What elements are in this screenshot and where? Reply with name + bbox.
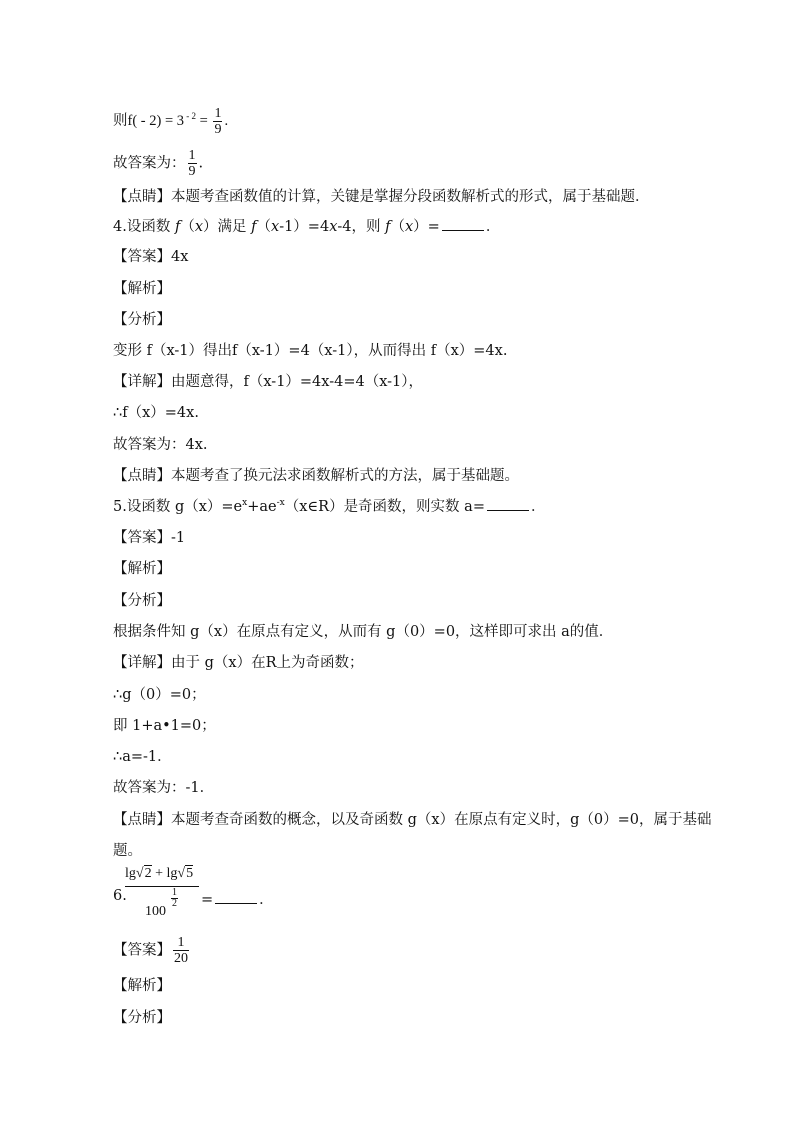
q5-answer-blank <box>487 497 529 511</box>
q4-q-e: ）满足 <box>203 219 252 235</box>
q5-q-text: 5.设函数 g（x）=e <box>113 499 243 515</box>
q6-answer <box>113 935 191 966</box>
q4-q-b: f <box>174 219 181 235</box>
q3-result-fraction <box>213 106 222 137</box>
q4-q-i: -1）=4 <box>279 219 330 235</box>
q6-answer-num: 1 <box>177 935 185 950</box>
q6-question <box>113 866 363 926</box>
q5-comment-line2: 题。 <box>113 843 142 859</box>
q4-q-m: （ <box>390 219 405 235</box>
q5-q-mid: +ae <box>247 499 277 515</box>
q6-num-b: 2 <box>144 866 152 881</box>
q4-question <box>113 217 500 237</box>
q5-question <box>113 497 545 517</box>
q4-q-c: （ <box>180 219 195 235</box>
q4-detail: 【详解】由题意得，f（x-1）=4x-4=4（x-1）， <box>113 374 424 390</box>
q6-exponent <box>171 888 178 909</box>
q6-tail <box>201 888 274 909</box>
q3-answer-num: 1 <box>188 148 196 163</box>
q4-answer: 【答案】4x <box>113 249 189 265</box>
q3-answer-line <box>113 148 203 179</box>
q5-fenxi-text: 根据条件知 g（x）在原点有定义，从而有 g（0）=0，这样即可求出 a的值． <box>113 624 614 640</box>
q4-q-h: x <box>271 219 280 235</box>
q6-answer-blank <box>215 890 257 904</box>
q6-numerator: lg√2 + lg√5 <box>125 866 194 881</box>
q3-result-line <box>113 106 228 137</box>
q5-step2: 即 1+a•1=0； <box>113 718 216 734</box>
q5-q-sup1: x <box>242 498 248 509</box>
q4-therefore: ∴f（x）=4x. <box>113 405 199 421</box>
q3-answer-fraction <box>188 148 197 179</box>
q3-answer-period: . <box>198 155 204 172</box>
q4-q-k: -4，则 <box>337 219 386 235</box>
q3-comment: 【点睛】本题考查函数值的计算，关键是掌握分段函数解析式的形式，属于基础题． <box>113 189 650 205</box>
q6-tail-end: ． <box>259 892 274 908</box>
q6-answer-den: 20 <box>174 951 188 966</box>
q5-answer: 【答案】-1 <box>113 530 186 546</box>
q5-analysis: 【解析】 <box>113 561 171 577</box>
q4-fenxi: 【分析】 <box>113 312 171 328</box>
q5-fenxi: 【分析】 <box>113 593 171 609</box>
q4-q-j: x <box>329 219 338 235</box>
q5-step3: ∴a=-1． <box>113 749 172 765</box>
q4-q-n: x <box>404 219 414 235</box>
q6-tail-eq: = <box>201 892 214 908</box>
q4-q-end: ． <box>485 219 501 235</box>
q3-frac-den: 9 <box>214 122 222 137</box>
q4-q-a: 4.设函数 <box>113 219 175 235</box>
q6-answer-fraction <box>173 935 189 966</box>
q6-num-d: 5 <box>186 866 194 881</box>
q6-num-a: lg <box>125 866 136 881</box>
q4-analysis: 【解析】 <box>113 281 171 297</box>
q6-lead: 6. <box>113 888 127 904</box>
q6-fraction-bar <box>125 886 199 887</box>
q6-exp-den: 2 <box>172 898 177 909</box>
q4-final: 故答案为：4x. <box>113 437 208 453</box>
q4-q-o: ）= <box>413 219 440 235</box>
q5-final: 故答案为：-1． <box>113 780 215 796</box>
q4-q-f: f <box>251 219 257 235</box>
q5-q-end: ． <box>530 499 546 515</box>
q6-fenxi: 【分析】 <box>113 1010 171 1026</box>
q3-result-eq: = <box>196 112 212 129</box>
q5-comment-line1: 【点睛】本题考查奇函数的概念，以及奇函数 g（x）在原点有定义时，g（0）=0，属于基础 <box>113 812 712 828</box>
q4-comment: 【点睛】本题考查了换元法求函数解析式的方法，属于基础题。 <box>113 468 519 484</box>
q4-answer-blank <box>442 217 484 231</box>
q5-q-sup2: -x <box>276 498 285 509</box>
q3-period: . <box>224 112 229 129</box>
q6-num-c: + lg <box>151 866 178 881</box>
q5-q-rest: （x∈R）是奇函数，则实数 a= <box>284 499 485 515</box>
q3-answer-den: 9 <box>188 164 196 179</box>
q6-analysis: 【解析】 <box>113 978 171 994</box>
q6-exp-num: 1 <box>172 887 177 898</box>
q4-fenxi-text: 变形 f（x-1）得出f（x-1）=4（x-1），从而得出 f（x）=4x. <box>113 343 508 359</box>
q3-answer-prefix: 故答案为： <box>113 155 186 172</box>
q3-result-exponent: - 2 <box>184 111 196 121</box>
q6-denominator: 100 <box>145 904 166 919</box>
q4-q-d: x <box>194 219 204 235</box>
q3-result-text: 则f( - 2) = 3 <box>113 112 184 129</box>
q3-frac-num: 1 <box>214 106 222 121</box>
q4-q-l: f <box>385 219 391 235</box>
q5-detail: 【详解】由于 g（x）在R上为奇函数； <box>113 655 364 671</box>
q5-step1: ∴g（0）=0； <box>113 687 206 703</box>
q4-q-g: （ <box>256 219 271 235</box>
q6-answer-prefix: 【答案】 <box>113 942 171 959</box>
